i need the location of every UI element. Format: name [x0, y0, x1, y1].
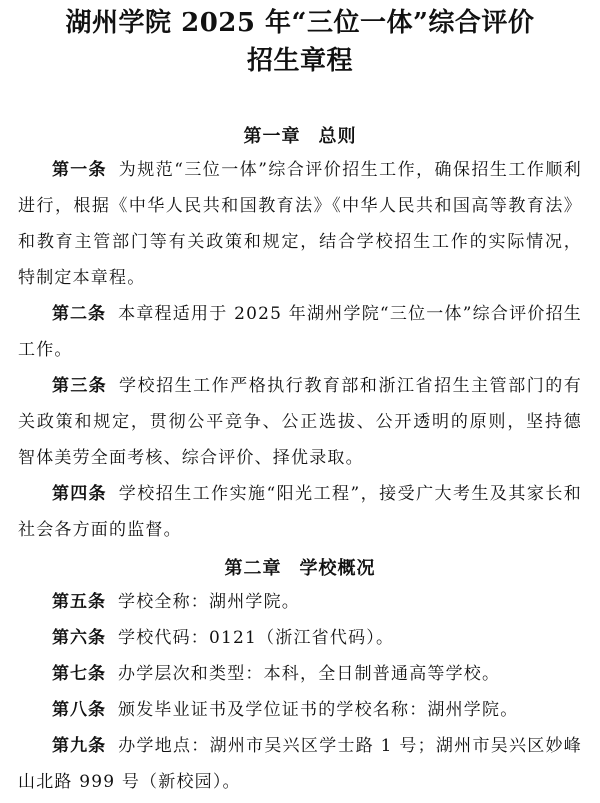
article-text: 学校招生工作实施“阳光工程”，接受广大考生及其家长和社会各方面的监督。 [18, 484, 582, 540]
article-label: 第二条 [52, 304, 107, 324]
article-text: 学校全称：湖州学院。 [118, 592, 300, 612]
article-text: 办学地点：湖州市吴兴区学士路 1 号；湖州市吴兴区妙峰山北路 999 号（新校园）。 [18, 736, 582, 792]
chapter-name: 学校概况 [299, 558, 376, 579]
article-text: 颁发毕业证书及学位证书的学校名称：湖州学院。 [118, 700, 519, 720]
article-2 [18, 296, 582, 368]
article-6 [18, 620, 582, 656]
document-title-line-1: 湖州学院 2025 年“三位一体”综合评价 [65, 8, 535, 38]
article-8 [18, 692, 582, 728]
article-text: 为规范“三位一体”综合评价招生工作，确保招生工作顺利进行，根据《中华人民共和国教育法》《中华人民共和国高等教育法》和教育主管部门等有关政策和规定，结合学校招生工作的实际情况，特制定本章程。 [18, 160, 582, 288]
article-text: 办学层次和类型：本科，全日制普通高等学校。 [118, 664, 501, 684]
article-label: 第五条 [52, 592, 106, 612]
article-label: 第七条 [52, 664, 106, 684]
chapter-number: 第二章 [224, 558, 282, 579]
article-label: 第三条 [52, 376, 107, 396]
article-text: 本章程适用于 2025 年湖州学院“三位一体”综合评价招生工作。 [18, 304, 582, 360]
article-label: 第四条 [52, 484, 107, 504]
chapter-heading-1 [18, 124, 582, 150]
chapter-number: 第一章 [243, 126, 301, 147]
article-label: 第一条 [52, 160, 107, 180]
chapter-body-2 [18, 584, 582, 800]
article-4 [18, 476, 582, 548]
article-9 [18, 728, 582, 800]
article-7 [18, 656, 582, 692]
article-label: 第八条 [52, 700, 106, 720]
article-1 [18, 152, 582, 296]
chapter-heading-2 [18, 556, 582, 582]
article-5 [18, 584, 582, 620]
chapter-body-1 [18, 152, 582, 548]
article-label: 第九条 [52, 736, 107, 756]
document-title-line-2: 招生章程 [246, 46, 353, 76]
article-3 [18, 368, 582, 476]
document-title [18, 0, 582, 80]
article-text: 学校招生工作严格执行教育部和浙江省招生主管部门的有关政策和规定，贯彻公平竞争、公正选拔、公开透明的原则，坚持德智体美劳全面考核、综合评价、择优录取。 [18, 376, 582, 468]
chapter-name: 总则 [318, 126, 357, 147]
article-label: 第六条 [52, 628, 106, 648]
article-text: 学校代码：0121（浙江省代码）。 [118, 628, 395, 648]
